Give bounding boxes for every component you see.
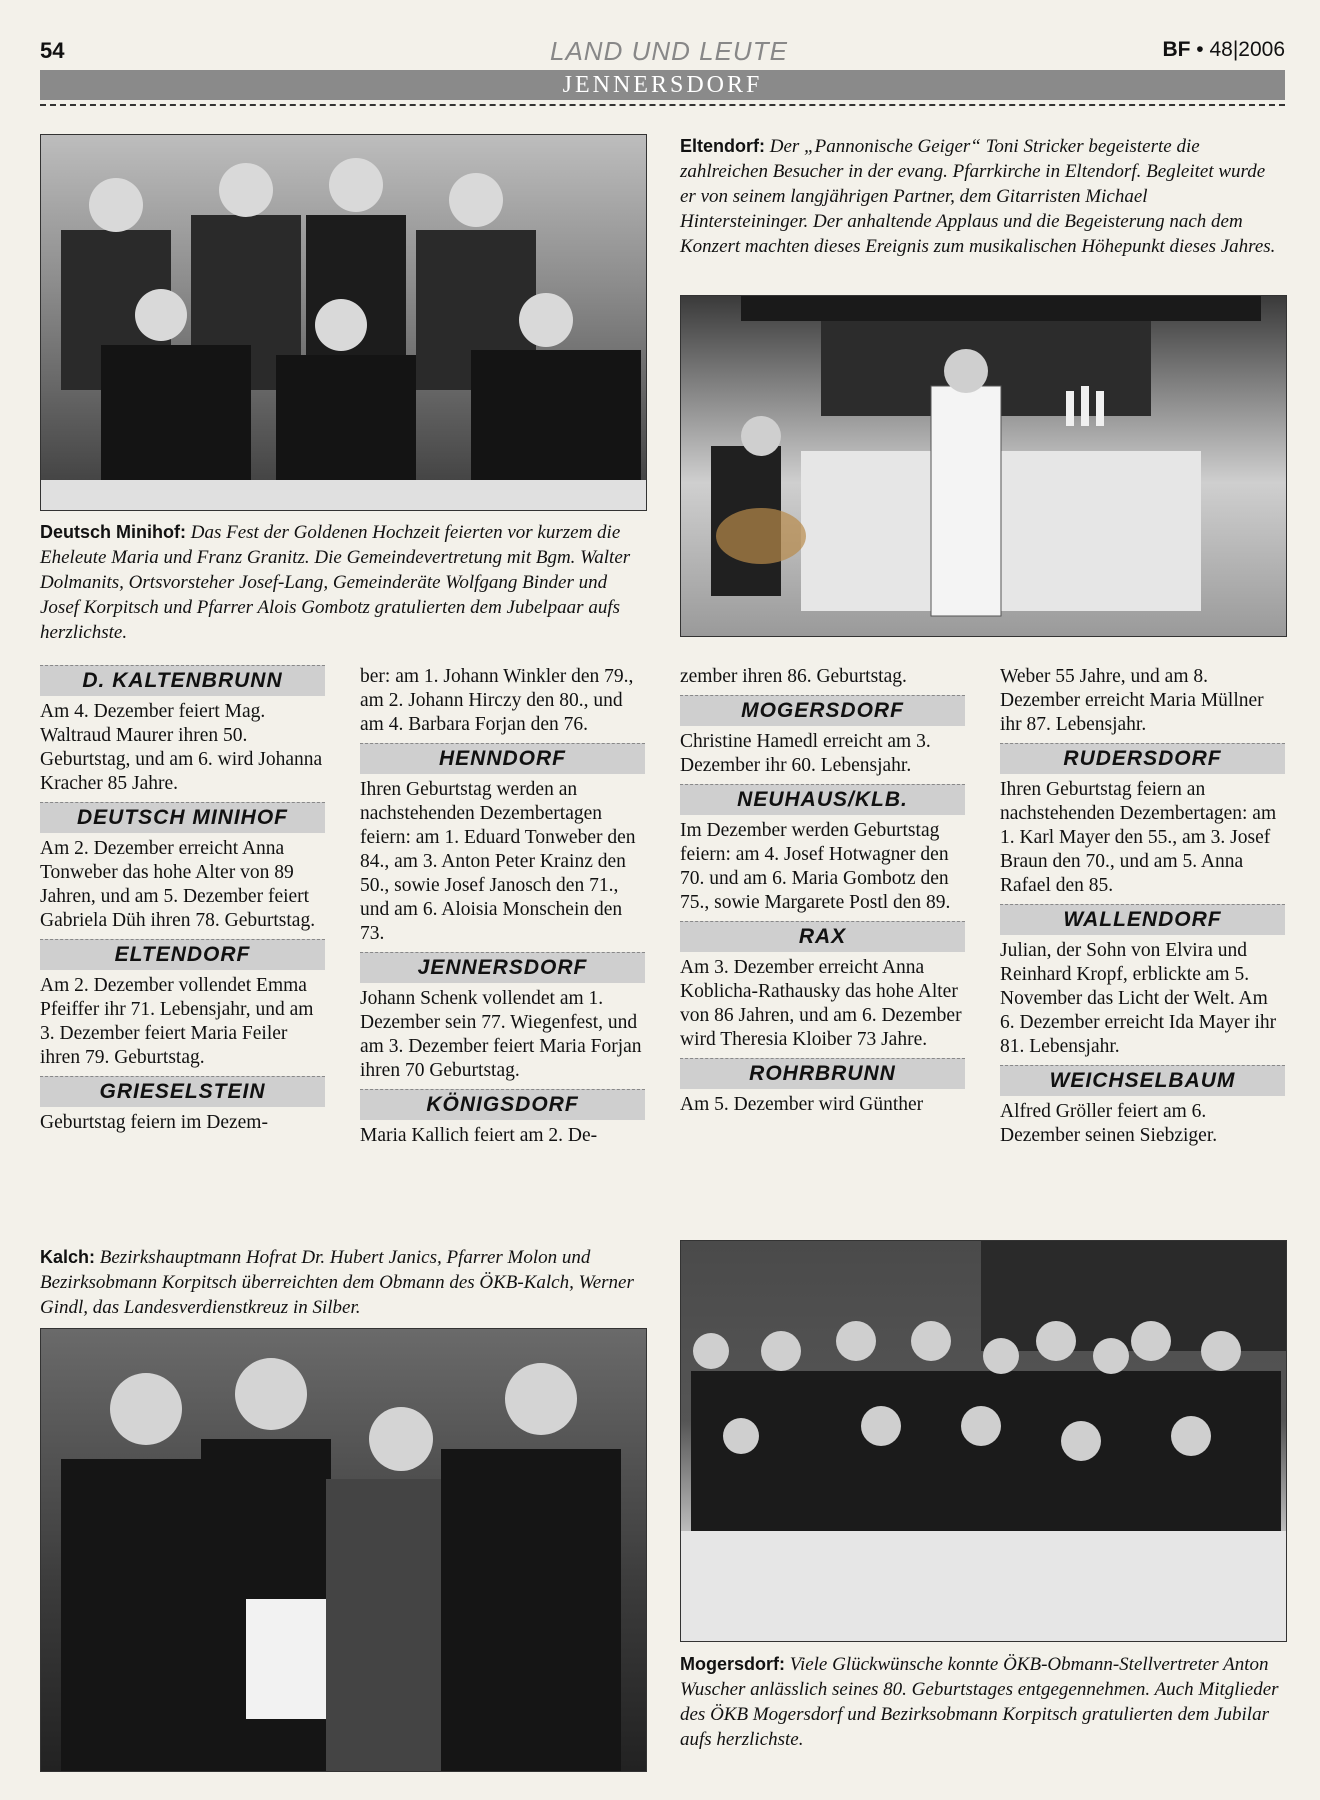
heading-weichselbaum: WEICHSELBAUM	[1000, 1065, 1285, 1096]
paragraph: Alfred Gröller feiert am 6. Dezember seinen Siebziger.	[1000, 1101, 1218, 1146]
photo-kalch-award-figures	[41, 1329, 646, 1771]
photo-golden-wedding-figures	[41, 135, 646, 510]
issue-info	[1162, 38, 1285, 62]
paragraph: Ihren Geburtstag feiern an nachstehenden Dezembertagen: am 1. Karl Mayer den 55., am 3. Josef Braun den 70., und am 5. Anna Rafael den 85.	[1000, 779, 1277, 896]
paragraph: Am 2. Dezember vollendet Emma Pfeiffer ihr 71. Lebensjahr, und am 3. Dezember feiert Maria Feiler ihren 79. Geburtstag.	[40, 975, 314, 1068]
issue-prefix: BF	[1162, 38, 1191, 61]
heading-koenigsdorf: KÖNIGSDORF	[360, 1089, 645, 1120]
paragraph: Geburtstag feiern im Dezem-	[40, 1112, 268, 1133]
paragraph: ber: am 1. Johann Winkler den 79., am 2. Johann Hirczy den 80., und am 4. Barbara Forjan den 76.	[360, 666, 634, 735]
paragraph: Ihren Geburtstag werden an nachstehenden Dezembertagen feiern: am 1. Eduard Tonweber den 84., am 3. Anton Peter Krainz den 50., sowie Josef Janosch den 71., und am 6. Aloisia Monschein den 73.	[360, 779, 636, 944]
photo-mogersdorf-group-figures	[681, 1241, 1286, 1641]
heading-rudersdorf: RUDERSDORF	[1000, 743, 1285, 774]
paragraph: Im Dezember werden Geburtstag feiern: am 4. Josef Hotwagner den 70. und am 6. Maria Gombotz den 75., sowie Margarete Postl den 89.	[680, 820, 951, 913]
heading-eltendorf: ELTENDORF	[40, 939, 325, 970]
caption-deutsch-minihof	[40, 520, 640, 645]
section-rubric: LAND UND LEUTE	[550, 36, 788, 66]
column-4	[1000, 665, 1285, 1148]
heading-rax: RAX	[680, 921, 965, 952]
divider	[40, 104, 1285, 106]
caption-place: Mogersdorf:	[680, 1654, 785, 1674]
caption-eltendorf	[680, 134, 1280, 259]
caption-place: Deutsch Minihof:	[40, 522, 186, 542]
caption-text: Der „Pannonische Geiger“ Toni Stricker begeisterte die zahlreichen Besucher in der evang. Pfarrkirche in Eltendorf. Begleitet wurde er von seinem langjährigen Partner, dem Gitarristen Michael Hintersteininger. Der anhaltende Applaus und die Begeisterung nach dem Konzert machten dieses Ereignis zum musikalischen Höhepunkt dieses Jahres.	[680, 136, 1276, 257]
heading-wallendorf: WALLENDORF	[1000, 904, 1285, 935]
heading-jennersdorf: JENNERSDORF	[360, 952, 645, 983]
page-header	[40, 36, 1285, 68]
photo-concert-figures	[681, 296, 1286, 636]
caption-text: Das Fest der Goldenen Hochzeit feierten vor kurzem die Eheleute Maria und Franz Granitz. Die Gemeindevertretung mit Bgm. Walter Dolmanits, Ortsvorsteher Josef-Lang, Gemeinderäte Wolfgang Binder und Josef Korpitsch und Pfarrer Alois Gombotz gratulierten dem Jubelpaar aufs herzlichste.	[40, 522, 631, 643]
column-1	[40, 665, 325, 1135]
paragraph: Am 4. Dezember feiert Mag. Waltraud Maurer ihren 50. Geburtstag, und am 6. wird Johanna Kracher 85 Jahre.	[40, 701, 323, 794]
heading-rohrbrunn: ROHRBRUNN	[680, 1058, 965, 1089]
paragraph: Weber 55 Jahre, und am 8. Dezember erreicht Maria Müllner ihr 87. Lebensjahr.	[1000, 666, 1264, 735]
issue-number: • 48|2006	[1196, 38, 1285, 61]
caption-text: Viele Glückwünsche konnte ÖKB-Obmann-Stellvertreter Anton Wuscher anlässlich seines 80. Geburtstages entgegennehmen. Auch Mitglieder des ÖKB Mogersdorf und Bezirksobmann Korpitsch gratulierten dem Jubilar aufs herzlichste.	[680, 1654, 1279, 1750]
paragraph: Am 3. Dezember erreicht Anna Koblicha-Rathausky das hohe Alter von 86 Jahren, und am 6. Dezember wird Theresia Kloiber 73 Jahre.	[680, 957, 962, 1050]
heading-mogersdorf: MOGERSDORF	[680, 695, 965, 726]
caption-place: Kalch:	[40, 1247, 96, 1267]
paragraph: Am 2. Dezember erreicht Anna Tonweber das hohe Alter von 89 Jahren, und am 5. Dezember feiert Gabriela Düh ihren 78. Geburtstag.	[40, 838, 316, 931]
photo-kalch-award	[40, 1328, 647, 1772]
caption-kalch	[40, 1245, 640, 1320]
heading-neuhaus: NEUHAUS/KLB.	[680, 784, 965, 815]
page-number: 54	[40, 38, 65, 63]
heading-henndorf: HENNDORF	[360, 743, 645, 774]
paragraph: Maria Kallich feiert am 2. De-	[360, 1125, 598, 1146]
paragraph: Am 5. Dezember wird Günther	[680, 1094, 924, 1115]
paragraph: Julian, der Sohn von Elvira und Reinhard Kropf, erblickte am 5. November das Licht der Welt. Am 6. Dezember erreicht Ida Mayer ihr 81. Lebensjahr.	[1000, 940, 1277, 1057]
photo-golden-wedding	[40, 134, 647, 511]
heading-d-kaltenbrunn: D. KALTENBRUNN	[40, 665, 325, 696]
paragraph: Johann Schenk vollendet am 1. Dezember sein 77. Wiegenfest, und am 3. Dezember feiert Maria Forjan ihren 70 Geburtstag.	[360, 988, 642, 1081]
column-2	[360, 665, 645, 1148]
column-3	[680, 665, 965, 1117]
heading-deutsch-minihof: DEUTSCH MINIHOF	[40, 802, 325, 833]
caption-place: Eltendorf:	[680, 136, 765, 156]
heading-grieselstein: GRIESELSTEIN	[40, 1076, 325, 1107]
photo-mogersdorf-group	[680, 1240, 1287, 1642]
paragraph: zember ihren 86. Geburtstag.	[680, 666, 907, 687]
paragraph: Christine Hamedl erreicht am 3. Dezember ihr 60. Lebensjahr.	[680, 731, 931, 776]
photo-concert	[680, 295, 1287, 637]
region-band: JENNERSDORF	[40, 70, 1285, 100]
caption-text: Bezirkshauptmann Hofrat Dr. Hubert Janics, Pfarrer Molon und Bezirksobmann Korpitsch überreichten dem Obmann des ÖKB-Kalch, Werner Gindl, das Landesverdienstkreuz in Silber.	[40, 1247, 634, 1318]
caption-mogersdorf	[680, 1652, 1280, 1752]
